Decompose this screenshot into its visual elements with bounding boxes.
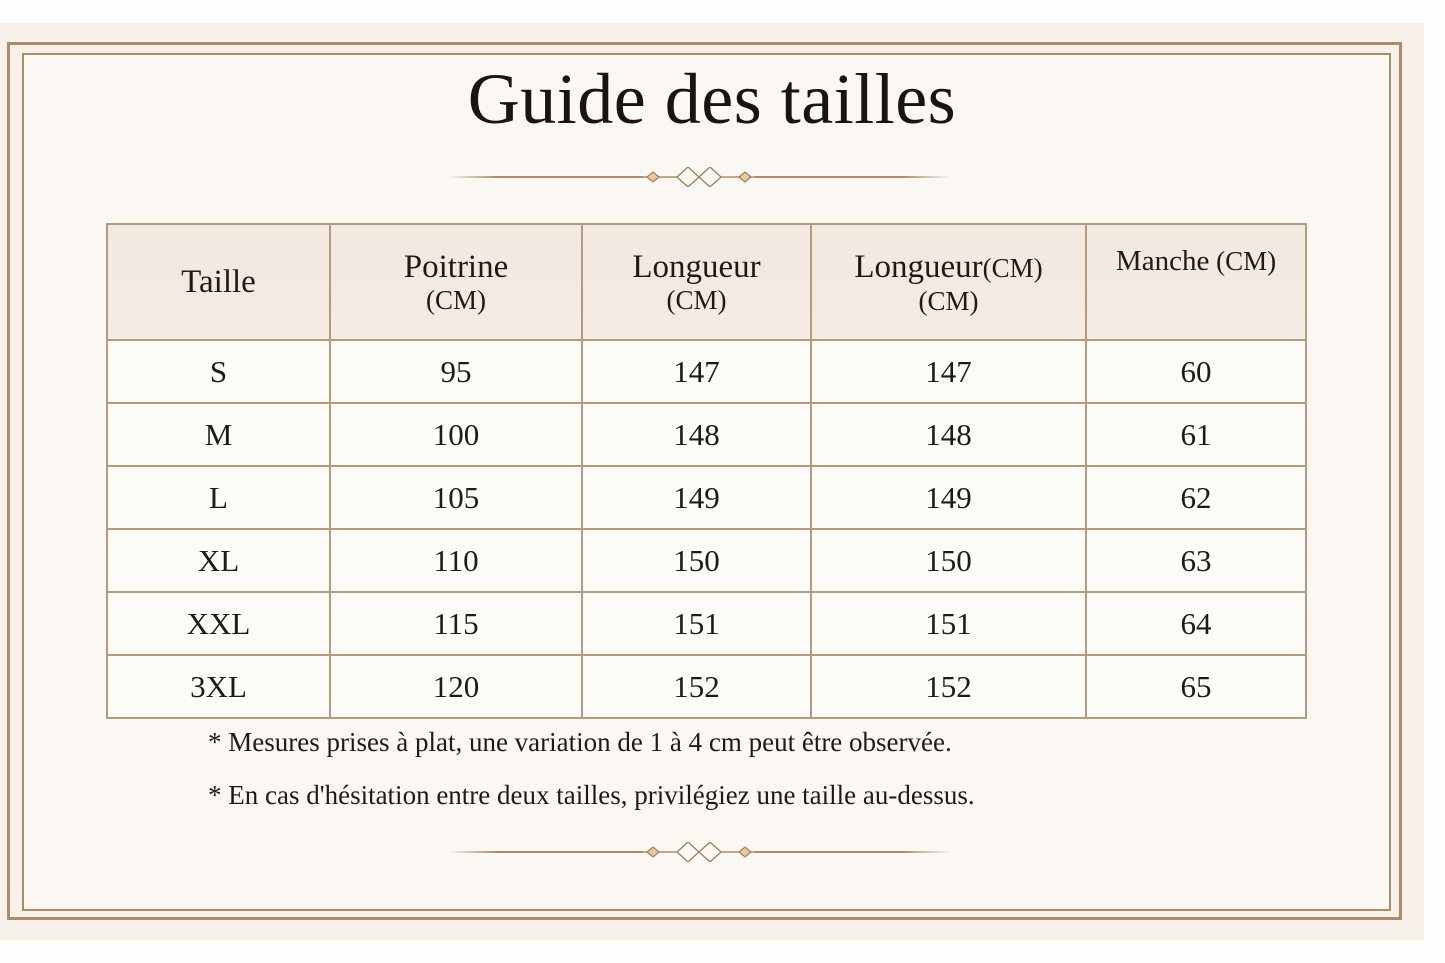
header-unit-inline: (CM) [982, 252, 1043, 283]
cell-manche: 63 [1086, 529, 1306, 592]
cell-manche: 60 [1086, 340, 1306, 403]
cell-size: S [107, 340, 330, 403]
cell-size: 3XL [107, 655, 330, 718]
cell-longueur-2: 149 [811, 466, 1086, 529]
header-manche [1086, 224, 1306, 340]
cell-longueur: 152 [582, 655, 811, 718]
header-label: Longueur [632, 249, 761, 285]
cell-longueur: 150 [582, 529, 811, 592]
header-unit-inline: (CM) [1209, 246, 1277, 276]
table-row [107, 529, 1306, 592]
cell-poitrine: 100 [330, 403, 582, 466]
header-label: Poitrine [403, 249, 509, 285]
header-label-wrap [1087, 243, 1305, 279]
page-title: Guide des tailles [467, 59, 957, 139]
table-row [107, 340, 1306, 403]
cell-manche: 62 [1086, 466, 1306, 529]
table-row [107, 466, 1306, 529]
header-poitrine [330, 224, 582, 340]
table-row [107, 403, 1306, 466]
cell-manche: 61 [1086, 403, 1306, 466]
cell-longueur: 147 [582, 340, 811, 403]
cell-size: XXL [107, 592, 330, 655]
cell-longueur: 148 [582, 403, 811, 466]
cell-size: L [107, 466, 330, 529]
table-row [107, 592, 1306, 655]
top-divider [447, 167, 952, 187]
header-label: Taille [181, 264, 256, 300]
cell-manche: 65 [1086, 655, 1306, 718]
cell-longueur: 151 [582, 592, 811, 655]
diamond-ornament-icon [643, 167, 755, 187]
cell-longueur: 149 [582, 466, 811, 529]
header-unit: (CM) [426, 285, 486, 315]
size-table [106, 223, 1307, 719]
note-measurement: * Mesures prises à plat, une variation de 1 à 4 cm peut être observée. [208, 727, 952, 757]
cell-longueur-2: 152 [811, 655, 1086, 718]
header-label: Longueur [854, 248, 983, 285]
diamond-ornament-icon [643, 842, 755, 862]
cell-poitrine: 120 [330, 655, 582, 718]
cell-poitrine: 110 [330, 529, 582, 592]
note-size-advice: * En cas d'hésitation entre deux tailles, privilégiez une taille au-dessus. [208, 780, 975, 810]
header-longueur [582, 224, 811, 340]
header-unit: (CM) [666, 285, 727, 315]
cell-poitrine: 95 [330, 340, 582, 403]
cell-poitrine: 105 [330, 466, 582, 529]
header-longueur-2 [811, 224, 1086, 340]
table-row [107, 655, 1306, 718]
cell-longueur-2: 147 [811, 340, 1086, 403]
header-taille [107, 224, 330, 340]
cell-manche: 64 [1086, 592, 1306, 655]
cell-poitrine: 115 [330, 592, 582, 655]
header-unit: (CM) [918, 285, 979, 316]
cell-longueur-2: 148 [811, 403, 1086, 466]
cell-size: M [107, 403, 330, 466]
cell-longueur-2: 150 [811, 529, 1086, 592]
table-header-row [107, 224, 1306, 340]
header-label: Manche [1115, 245, 1210, 277]
cell-size: XL [107, 529, 330, 592]
header-label-wrap [812, 249, 1085, 286]
cell-longueur-2: 151 [811, 592, 1086, 655]
bottom-divider [447, 842, 952, 862]
